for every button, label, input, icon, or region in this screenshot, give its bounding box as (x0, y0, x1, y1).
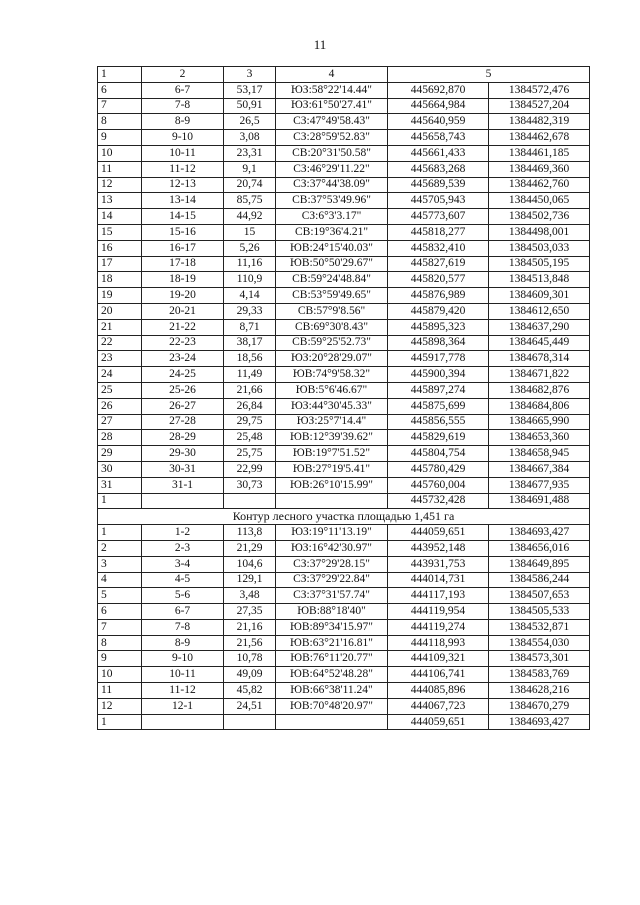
cell-coord-y: 1384684,806 (489, 398, 590, 414)
table-row (98, 382, 590, 398)
cell-coord-y: 1384482,319 (489, 114, 590, 130)
cell-segment: 20-21 (142, 303, 224, 319)
table-row (98, 114, 590, 130)
cell-length: 49,09 (224, 667, 276, 683)
cell-length: 38,17 (224, 335, 276, 351)
table-header-row (98, 67, 590, 83)
cell-coord-x: 445689,539 (388, 177, 489, 193)
cell-bearing: СВ:37°53'49.96" (276, 193, 388, 209)
cell-segment: 10-11 (142, 145, 224, 161)
cell-segment: 7-8 (142, 98, 224, 114)
cell-coord-x: 444067,723 (388, 698, 489, 714)
cell-coord-y: 1384450,065 (489, 193, 590, 209)
cell-bearing: ЮВ:5°6'46.67" (276, 382, 388, 398)
cell-point-number: 3 (98, 556, 142, 572)
cell-length: 15 (224, 224, 276, 240)
cell-segment: 19-20 (142, 288, 224, 304)
cell-length: 23,31 (224, 145, 276, 161)
cell-coord-x: 445664,984 (388, 98, 489, 114)
cell-length: 3,48 (224, 588, 276, 604)
cell-bearing: СВ:59°24'48.84" (276, 272, 388, 288)
cell-coord-x: 444117,193 (388, 588, 489, 604)
cell-length: 44,92 (224, 209, 276, 225)
cell-coord-x: 445897,274 (388, 382, 489, 398)
cell-point-number: 27 (98, 414, 142, 430)
cell-point-number: 9 (98, 130, 142, 146)
cell-coord-x: 444119,274 (388, 619, 489, 635)
cell-segment: 15-16 (142, 224, 224, 240)
cell-point-number: 6 (98, 82, 142, 98)
cell-coord-x: 445773,607 (388, 209, 489, 225)
table-row (98, 82, 590, 98)
table-row (98, 240, 590, 256)
cell-coord-x: 445804,754 (388, 446, 489, 462)
cell-point-number: 15 (98, 224, 142, 240)
cell-bearing: ЮВ:66°38'11.24" (276, 683, 388, 699)
cell-length: 26,5 (224, 114, 276, 130)
table-row (98, 414, 590, 430)
cell-coord-x: 445856,555 (388, 414, 489, 430)
cell-point-number: 1 (98, 525, 142, 541)
cell-point-number: 25 (98, 382, 142, 398)
cell-coord-x: 445692,870 (388, 82, 489, 98)
cell-length: 20,74 (224, 177, 276, 193)
cell-segment: 2-3 (142, 540, 224, 556)
cell-bearing: ЮВ:64°52'48.28" (276, 667, 388, 683)
cell-segment: 30-31 (142, 461, 224, 477)
cell-point-number: 30 (98, 461, 142, 477)
cell-coord-x: 445658,743 (388, 130, 489, 146)
cell-segment: 29-30 (142, 446, 224, 462)
cell-length: 50,91 (224, 98, 276, 114)
cell-point-number: 4 (98, 572, 142, 588)
cell-bearing: ЮЗ:20°28'29.07" (276, 351, 388, 367)
cell-length: 29,33 (224, 303, 276, 319)
cell-coord-x: 445900,394 (388, 367, 489, 383)
table-row (98, 145, 590, 161)
cell-length: 3,08 (224, 130, 276, 146)
cell-bearing: ЮВ:19°7'51.52" (276, 446, 388, 462)
cell-length: 10,78 (224, 651, 276, 667)
cell-point-number: 24 (98, 367, 142, 383)
table-row (98, 367, 590, 383)
table-row (98, 209, 590, 225)
cell-length: 4,14 (224, 288, 276, 304)
cell-coord-x: 444119,954 (388, 604, 489, 620)
cell-coord-y: 1384667,384 (489, 461, 590, 477)
cell-bearing: СЗ:37°31'57.74" (276, 588, 388, 604)
table-row (98, 461, 590, 477)
cell-point-number: 31 (98, 477, 142, 493)
cell-coord-y: 1384461,185 (489, 145, 590, 161)
cell-coord-y: 1384612,650 (489, 303, 590, 319)
cell-length: 9,1 (224, 161, 276, 177)
cell-length: 18,56 (224, 351, 276, 367)
cell-coord-y: 1384677,935 (489, 477, 590, 493)
table-row (98, 446, 590, 462)
cell-point-number: 1 (98, 493, 142, 509)
cell-segment: 16-17 (142, 240, 224, 256)
table-row (98, 477, 590, 493)
cell-length: 5,26 (224, 240, 276, 256)
cell-coord-y: 1384507,653 (489, 588, 590, 604)
cell-coord-y: 1384658,945 (489, 446, 590, 462)
cell-segment: 9-10 (142, 651, 224, 667)
coordinates-table-body (98, 67, 590, 730)
cell-coord-y: 1384503,033 (489, 240, 590, 256)
table-row (98, 430, 590, 446)
coordinates-table (97, 66, 590, 730)
cell-coord-y: 1384653,360 (489, 430, 590, 446)
cell-coord-x: 445827,619 (388, 256, 489, 272)
cell-coord-x: 445875,699 (388, 398, 489, 414)
table-row (98, 130, 590, 146)
header-col-5: 5 (388, 67, 590, 83)
cell-point-number: 10 (98, 667, 142, 683)
cell-segment: 22-23 (142, 335, 224, 351)
cell-point-number: 18 (98, 272, 142, 288)
cell-bearing: ЮВ:63°21'16.81" (276, 635, 388, 651)
cell-point-number: 7 (98, 98, 142, 114)
cell-bearing: СВ:59°25'52.73" (276, 335, 388, 351)
cell-point-number: 1 (98, 714, 142, 730)
cell-segment: 27-28 (142, 414, 224, 430)
cell-length: 21,16 (224, 619, 276, 635)
cell-coord-y: 1384462,760 (489, 177, 590, 193)
cell-coord-x: 445895,323 (388, 319, 489, 335)
cell-segment: 23-24 (142, 351, 224, 367)
table-row (98, 619, 590, 635)
table-row (98, 272, 590, 288)
table-row (98, 651, 590, 667)
cell-point-number: 6 (98, 604, 142, 620)
cell-bearing: ЮЗ:16°42'30.97" (276, 540, 388, 556)
cell-segment: 11-12 (142, 683, 224, 699)
cell-segment: 5-6 (142, 588, 224, 604)
cell-coord-y: 1384649,895 (489, 556, 590, 572)
cell-bearing: СВ:53°59'49.65" (276, 288, 388, 304)
cell-coord-x: 445832,410 (388, 240, 489, 256)
cell-length: 129,1 (224, 572, 276, 588)
cell-coord-x: 445818,277 (388, 224, 489, 240)
cell-coord-y: 1384573,301 (489, 651, 590, 667)
cell-point-number: 20 (98, 303, 142, 319)
table-row (98, 224, 590, 240)
cell-point-number: 21 (98, 319, 142, 335)
cell-coord-y: 1384691,488 (489, 493, 590, 509)
cell-coord-y: 1384502,736 (489, 209, 590, 225)
cell-length: 26,84 (224, 398, 276, 414)
cell-length: 45,82 (224, 683, 276, 699)
cell-point-number: 11 (98, 161, 142, 177)
header-col-4: 4 (276, 67, 388, 83)
cell-coord-y: 1384637,290 (489, 319, 590, 335)
table-row (98, 177, 590, 193)
cell-bearing: ЮЗ:19°11'13.19" (276, 525, 388, 541)
cell-length: 27,35 (224, 604, 276, 620)
cell-coord-x: 445829,619 (388, 430, 489, 446)
header-col-2: 2 (142, 67, 224, 83)
cell-segment: 21-22 (142, 319, 224, 335)
cell-point-number: 2 (98, 540, 142, 556)
cell-segment: 10-11 (142, 667, 224, 683)
cell-coord-x: 445760,004 (388, 477, 489, 493)
cell-bearing: СЗ:46°29'11.22" (276, 161, 388, 177)
cell-coord-x: 445898,364 (388, 335, 489, 351)
cell-bearing: СВ:19°36'4.21" (276, 224, 388, 240)
cell-coord-y: 1384527,204 (489, 98, 590, 114)
header-col-1: 1 (98, 67, 142, 83)
cell-point-number: 23 (98, 351, 142, 367)
cell-coord-x: 445705,943 (388, 193, 489, 209)
table-row (98, 319, 590, 335)
cell-segment: 1-2 (142, 525, 224, 541)
cell-segment: 11-12 (142, 161, 224, 177)
cell-length: 21,29 (224, 540, 276, 556)
cell-coord-y: 1384572,476 (489, 82, 590, 98)
cell-bearing: СЗ:37°44'38.09" (276, 177, 388, 193)
cell-point-number: 10 (98, 145, 142, 161)
table-row (98, 588, 590, 604)
cell-point-number: 8 (98, 635, 142, 651)
cell-coord-y: 1384682,876 (489, 382, 590, 398)
cell-bearing: ЮВ:89°34'15.97" (276, 619, 388, 635)
cell-bearing (276, 714, 388, 730)
cell-point-number: 12 (98, 177, 142, 193)
cell-coord-y: 1384462,678 (489, 130, 590, 146)
table-row (98, 161, 590, 177)
cell-bearing: ЮВ:74°9'58.32" (276, 367, 388, 383)
cell-point-number: 16 (98, 240, 142, 256)
cell-coord-y: 1384469,360 (489, 161, 590, 177)
cell-point-number: 5 (98, 588, 142, 604)
cell-coord-x: 445640,959 (388, 114, 489, 130)
cell-coord-x: 444109,321 (388, 651, 489, 667)
cell-coord-y: 1384554,030 (489, 635, 590, 651)
table-row (98, 303, 590, 319)
cell-point-number: 9 (98, 651, 142, 667)
cell-bearing: ЮЗ:25°7'14.4" (276, 414, 388, 430)
cell-segment: 18-19 (142, 272, 224, 288)
cell-length: 30,73 (224, 477, 276, 493)
cell-segment: 8-9 (142, 114, 224, 130)
table-row (98, 398, 590, 414)
cell-length: 53,17 (224, 82, 276, 98)
cell-coord-y: 1384498,001 (489, 224, 590, 240)
cell-coord-x: 445917,778 (388, 351, 489, 367)
cell-bearing: СЗ:37°29'22.84" (276, 572, 388, 588)
cell-segment: 8-9 (142, 635, 224, 651)
table-row (98, 493, 590, 509)
table-row (98, 635, 590, 651)
cell-bearing: СЗ:28°59'52.83" (276, 130, 388, 146)
cell-coord-y: 1384670,279 (489, 698, 590, 714)
cell-coord-x: 444059,651 (388, 525, 489, 541)
cell-segment: 7-8 (142, 619, 224, 635)
table-row (98, 714, 590, 730)
cell-point-number: 14 (98, 209, 142, 225)
cell-point-number: 19 (98, 288, 142, 304)
table-row (98, 604, 590, 620)
cell-coord-y: 1384665,990 (489, 414, 590, 430)
cell-point-number: 13 (98, 193, 142, 209)
cell-coord-x: 444014,731 (388, 572, 489, 588)
cell-segment: 26-27 (142, 398, 224, 414)
cell-segment: 9-10 (142, 130, 224, 146)
cell-bearing: СВ:57°9'8.56" (276, 303, 388, 319)
cell-point-number: 11 (98, 683, 142, 699)
cell-segment: 31-1 (142, 477, 224, 493)
cell-coord-x: 444118,993 (388, 635, 489, 651)
cell-coord-y: 1384505,533 (489, 604, 590, 620)
table-row (98, 525, 590, 541)
cell-length (224, 714, 276, 730)
table-row (98, 683, 590, 699)
table-row (98, 540, 590, 556)
cell-coord-x: 445661,433 (388, 145, 489, 161)
table-row (98, 667, 590, 683)
cell-point-number: 26 (98, 398, 142, 414)
cell-segment: 4-5 (142, 572, 224, 588)
table-row (98, 556, 590, 572)
cell-coord-x: 445780,429 (388, 461, 489, 477)
cell-coord-x: 445683,268 (388, 161, 489, 177)
cell-segment: 3-4 (142, 556, 224, 572)
cell-length: 85,75 (224, 193, 276, 209)
table-row (98, 698, 590, 714)
cell-coord-x: 443952,148 (388, 540, 489, 556)
cell-length (224, 493, 276, 509)
cell-bearing: ЮВ:88°18'40" (276, 604, 388, 620)
cell-coord-x: 445820,577 (388, 272, 489, 288)
cell-length: 104,6 (224, 556, 276, 572)
cell-bearing: ЮВ:12°39'39.62" (276, 430, 388, 446)
cell-coord-x: 445879,420 (388, 303, 489, 319)
cell-point-number: 28 (98, 430, 142, 446)
cell-bearing: ЮВ:27°19'5.41" (276, 461, 388, 477)
cell-length: 24,51 (224, 698, 276, 714)
cell-coord-y: 1384693,427 (489, 525, 590, 541)
cell-segment (142, 714, 224, 730)
cell-bearing: ЮВ:26°10'15.99" (276, 477, 388, 493)
cell-bearing: ЮВ:50°50'29.67" (276, 256, 388, 272)
cell-coord-y: 1384513,848 (489, 272, 590, 288)
table-row (98, 193, 590, 209)
cell-length: 29,75 (224, 414, 276, 430)
cell-point-number: 12 (98, 698, 142, 714)
cell-length: 25,48 (224, 430, 276, 446)
cell-segment: 25-26 (142, 382, 224, 398)
cell-coord-y: 1384656,016 (489, 540, 590, 556)
table-row (98, 256, 590, 272)
cell-segment: 12-1 (142, 698, 224, 714)
cell-segment: 6-7 (142, 604, 224, 620)
cell-length: 110,9 (224, 272, 276, 288)
cell-bearing: СВ:20°31'50.58" (276, 145, 388, 161)
cell-coord-y: 1384505,195 (489, 256, 590, 272)
cell-bearing: ЮЗ:44°30'45.33" (276, 398, 388, 414)
cell-coord-y: 1384532,871 (489, 619, 590, 635)
cell-coord-y: 1384671,822 (489, 367, 590, 383)
cell-coord-x: 445732,428 (388, 493, 489, 509)
cell-bearing: ЮВ:70°48'20.97" (276, 698, 388, 714)
cell-coord-x: 444059,651 (388, 714, 489, 730)
page-number: 11 (313, 37, 327, 52)
table-row (98, 335, 590, 351)
cell-coord-y: 1384678,314 (489, 351, 590, 367)
cell-length: 11,49 (224, 367, 276, 383)
cell-coord-y: 1384693,427 (489, 714, 590, 730)
cell-coord-y: 1384628,216 (489, 683, 590, 699)
cell-point-number: 22 (98, 335, 142, 351)
cell-point-number: 29 (98, 446, 142, 462)
cell-segment: 13-14 (142, 193, 224, 209)
cell-segment (142, 493, 224, 509)
cell-coord-y: 1384583,769 (489, 667, 590, 683)
cell-length: 22,99 (224, 461, 276, 477)
cell-coord-x: 443931,753 (388, 556, 489, 572)
cell-bearing: СЗ:6°3'3.17" (276, 209, 388, 225)
cell-coord-x: 444106,741 (388, 667, 489, 683)
table-row (98, 572, 590, 588)
cell-bearing: ЮВ:24°15'40.03" (276, 240, 388, 256)
cell-length: 11,16 (224, 256, 276, 272)
table-row (98, 288, 590, 304)
cell-coord-x: 444085,896 (388, 683, 489, 699)
cell-segment: 28-29 (142, 430, 224, 446)
section-caption: Контур лесного участка площадью 1,451 га (98, 509, 590, 525)
cell-length: 21,56 (224, 635, 276, 651)
cell-bearing: ЮЗ:61°50'27.41" (276, 98, 388, 114)
cell-length: 8,71 (224, 319, 276, 335)
table-row (98, 351, 590, 367)
cell-bearing (276, 493, 388, 509)
cell-bearing: СВ:69°30'8.43" (276, 319, 388, 335)
cell-segment: 17-18 (142, 256, 224, 272)
cell-bearing: СЗ:37°29'28.15" (276, 556, 388, 572)
cell-segment: 12-13 (142, 177, 224, 193)
cell-bearing: ЮВ:76°11'20.77" (276, 651, 388, 667)
cell-coord-y: 1384645,449 (489, 335, 590, 351)
cell-coord-x: 445876,989 (388, 288, 489, 304)
cell-point-number: 8 (98, 114, 142, 130)
cell-length: 21,66 (224, 382, 276, 398)
table-row (98, 98, 590, 114)
section-caption-row (98, 509, 590, 525)
cell-bearing: ЮЗ:58°22'14.44" (276, 82, 388, 98)
cell-length: 25,75 (224, 446, 276, 462)
cell-segment: 14-15 (142, 209, 224, 225)
cell-coord-y: 1384586,244 (489, 572, 590, 588)
cell-coord-y: 1384609,301 (489, 288, 590, 304)
cell-point-number: 17 (98, 256, 142, 272)
cell-segment: 6-7 (142, 82, 224, 98)
header-col-3: 3 (224, 67, 276, 83)
cell-length: 113,8 (224, 525, 276, 541)
cell-bearing: СЗ:47°49'58.43" (276, 114, 388, 130)
cell-point-number: 7 (98, 619, 142, 635)
cell-segment: 24-25 (142, 367, 224, 383)
